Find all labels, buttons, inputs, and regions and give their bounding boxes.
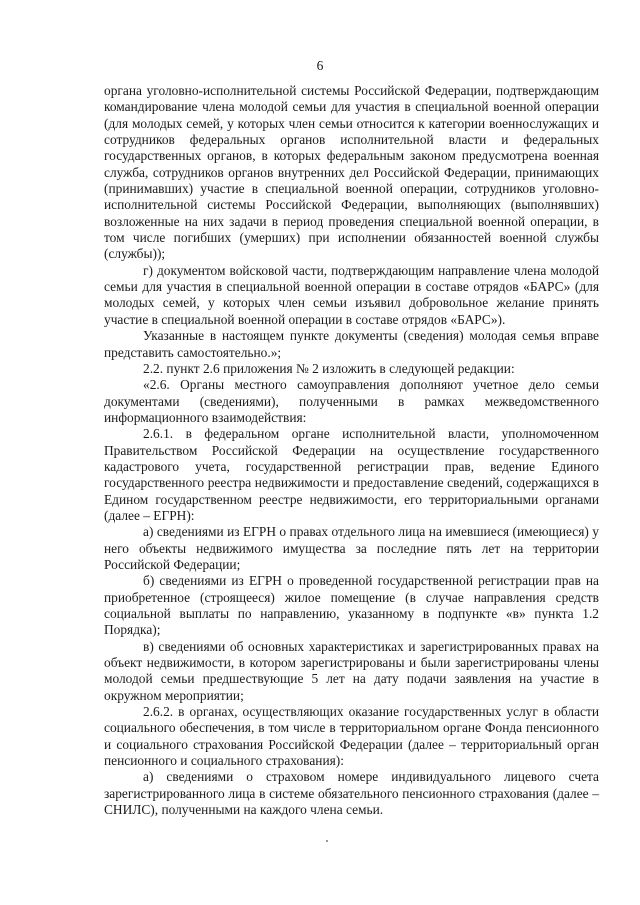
- paragraph-item-g: г) документом войсковой части, подтверждающим направление члена молодой семьи для участия в специальной военной операции в составе отрядов «БАРС» (для молодых семей, у которых член семьи изъявил добровольное желание принять участие в специальной военной операции в составе отрядов «БАРС»).: [104, 262, 599, 327]
- document-body: [104, 83, 599, 818]
- paragraph-item-a-snils: а) сведениями о страховом номере индивидуального лицевого счета зарегистрированного лица в системе обязательного пенсионного страхования (далее – СНИЛС), полученными на каждого члена семьи.: [104, 769, 599, 818]
- paragraph-clause-2-6-2: 2.6.2. в органах, осуществляющих оказание государственных услуг в области социального обеспечения, в том числе в территориальном органе Фонда пенсионного и социального страхования Российской Федерации (далее – территориальный орган пенсионного и социального страхования):: [104, 704, 599, 769]
- paragraph-continuation: органа уголовно-исполнительной системы Российской Федерации, подтверждающим командирование члена молодой семьи для участия в специальной военной операции (для молодых семей, у которых член семьи относится к категории военнослужащих и сотрудников федеральных органов исполнительной власти и федеральных государственных органов, в которых федеральным законом предусмотрена военная служба, сотрудников органов внутренних дел Российской Федерации, принимающих (принимавших) участие в специальной военной операции, сотрудников уголовно-исполнительной системы Российской Федерации, выполняющих (выполнявших) возложенные на них задачи в период проведения специальной военной операции, в том числе погибших (умерших) при исполнении обязанностей военной службы (службы));: [104, 83, 599, 262]
- paragraph-self-submission: Указанные в настоящем пункте документы (сведения) молодая семья вправе представить самостоятельно.»;: [104, 328, 599, 360]
- paragraph-item-a-egrn: а) сведениями из ЕГРН о правах отдельного лица на имевшиеся (имеющиеся) у него объекты недвижимого имущества за последние пять лет на территории Российской Федерации;: [104, 524, 599, 572]
- scan-speck: [326, 840, 328, 842]
- paragraph-item-b-egrn: б) сведениями из ЕГРН о проведенной государственной регистрации прав на приобретенное (строящееся) жилое помещение (в случае направления средств социальной выплаты по направлению, указанному в подпункте «в» пункта 1.2 Порядка);: [104, 573, 599, 638]
- paragraph-clause-2-6-1: 2.6.1. в федеральном органе исполнительной власти, уполномоченном Правительством Российской Федерации на осуществление государственного кадастрового учета, государственной регистрации прав, ведение Единого государственного реестра недвижимости и предоставление сведений, содержащихся в Едином государственном реестре недвижимости, его территориальными органами (далее – ЕГРН):: [104, 426, 599, 523]
- page-number: 6: [316, 58, 324, 73]
- paragraph-clause-2-6: «2.6. Органы местного самоуправления дополняют учетное дело семьи документами (сведениями), полученными в рамках межведомственного информационного взаимодействия:: [104, 377, 599, 425]
- paragraph-amendment-2-2: 2.2. пункт 2.6 приложения № 2 изложить в следующей редакции:: [143, 360, 515, 376]
- paragraph-item-v-egrn: в) сведениями об основных характеристиках и зарегистрированных правах на объект недвижимости, в котором зарегистрированы и были зарегистрированы члены молодой семьи предшествующие 5 лет на дату подачи заявления на участие в окружном мероприятии;: [104, 638, 599, 703]
